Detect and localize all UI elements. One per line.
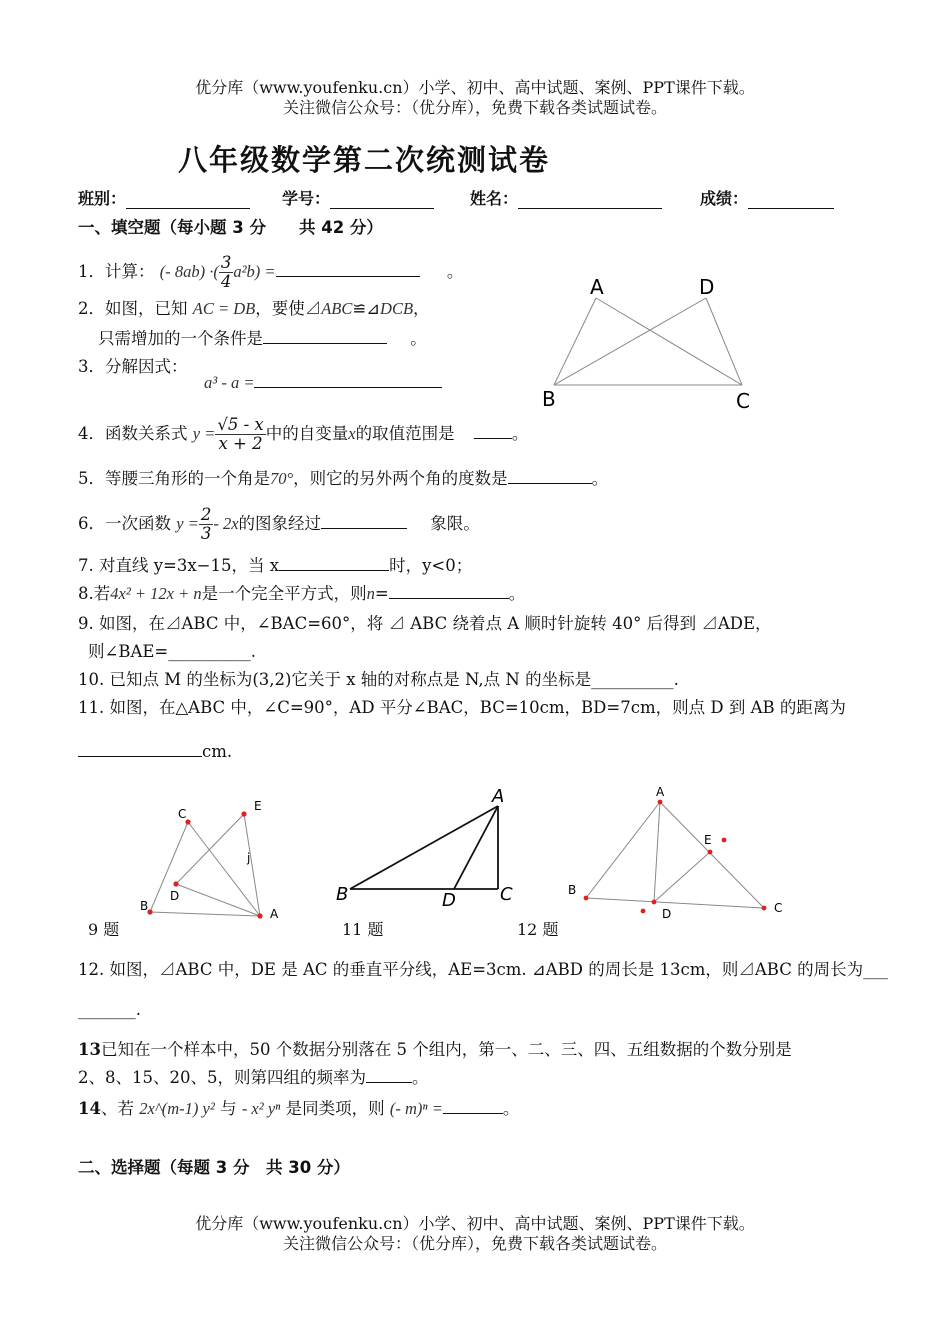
q2-answer-blank[interactable] — [263, 329, 387, 344]
q8-eq: = — [374, 584, 389, 603]
q2-figure — [530, 270, 770, 420]
id-blank[interactable] — [330, 192, 434, 209]
question-2-line-2 — [98, 328, 427, 350]
fig12-line-ac — [660, 802, 764, 908]
q4-frac-num: √5 - x — [217, 415, 264, 434]
score-field — [700, 186, 834, 209]
q11-answer-blank[interactable] — [78, 742, 202, 757]
q14-expr-1: 2x^(m-1) y² — [139, 1099, 215, 1118]
q6-y: y = — [176, 514, 199, 533]
q1-frac-num: 3 — [220, 253, 232, 272]
question-13-line-2 — [78, 1067, 429, 1089]
q2-fig-label-d: D — [699, 275, 715, 299]
q4-y: y = — [192, 424, 216, 443]
q14-expr-3: (- m)ⁿ = — [389, 1099, 443, 1118]
q6-mid: 的图象经过 — [238, 514, 322, 533]
fig12-label-e: E — [704, 833, 712, 847]
fig9-label-c: C — [178, 807, 187, 821]
name-blank[interactable] — [518, 192, 662, 209]
question-11: 11. 如图，在△ABC 中，∠C=90°，AD 平分∠BAC，BC=10cm，BD=7cm，则点 D 到 AB 的距离为 — [78, 698, 846, 717]
score-blank[interactable] — [748, 192, 834, 209]
fig12-point-d — [652, 900, 657, 905]
header-line-1: 优分库（www.youfenku.cn）小学、初中、高中试题、案例、PPT课件下载。 — [195, 78, 755, 97]
class-field — [78, 186, 250, 209]
q2-fig-label-a: A — [590, 275, 604, 299]
fig12-mark-1 — [722, 838, 727, 843]
q6-answer-blank[interactable] — [321, 514, 407, 529]
q5-end: 。 — [591, 469, 609, 488]
question-9: 9. 如图，在⊿ABC 中，∠BAC=60°，将 ⊿ ABC 绕着点 A 顺时针旋转 40° 后得到 ⊿ADE， — [78, 614, 772, 633]
fig9-label-a: A — [270, 907, 279, 921]
q6-frac-den: 3 — [200, 524, 212, 543]
q8-var: n — [366, 584, 375, 603]
fig12-point-a — [658, 800, 663, 805]
q1-fraction — [219, 254, 234, 291]
q14-with: 与 — [220, 1099, 237, 1118]
question-8 — [78, 583, 525, 605]
q14-prefix: 、若 — [100, 1099, 134, 1118]
fig9-point-d — [173, 881, 178, 886]
q6-frac-num: 2 — [200, 505, 212, 524]
fig9-label-mark: j — [247, 851, 251, 865]
question-11-line-2 — [78, 741, 232, 763]
question-4 — [78, 416, 528, 453]
fig12-point-b — [584, 896, 589, 901]
q4-fraction — [215, 416, 265, 453]
q2-line2: 只需增加的一个条件是 — [98, 329, 263, 348]
question-12: 12. 如图，⊿ABC 中，DE 是 AC 的垂直平分线，AE=3cm. ⊿ABD 的周长是 13cm，则⊿ABC 的周长为___ — [78, 960, 888, 979]
fig9-point-e — [241, 811, 246, 816]
q6-end: 象限。 — [430, 514, 480, 533]
q4-mid: 中的自变量 — [265, 424, 349, 443]
section-1-heading: 一、填空题（每小题 3 分 共 42 分） — [78, 218, 383, 237]
q2-fig-line-db — [554, 298, 706, 385]
q3-prefix: 3．分解因式： — [78, 357, 188, 376]
fig11-label-c: C — [500, 884, 513, 905]
question-3 — [78, 356, 188, 378]
fig11-label-b: B — [336, 884, 349, 905]
fig12-caption: 12 题 — [517, 920, 559, 939]
question-1 — [78, 254, 463, 291]
id-label: 学号： — [282, 189, 331, 208]
question-9-line-2: 则∠BAE=__________. — [88, 642, 256, 661]
q2-text-b: ，要使⊿ — [255, 299, 322, 318]
fig12-label-a: A — [656, 785, 665, 799]
fig12-point-e — [708, 850, 713, 855]
q1-expr-b: a²b) = — [233, 262, 276, 281]
fig9-point-a — [257, 913, 262, 918]
q6-fraction — [199, 506, 214, 543]
footer-line-1: 优分库（www.youfenku.cn）小学、初中、高中试题、案例、PPT课件下载。 — [195, 1214, 755, 1233]
name-label: 姓名： — [470, 189, 519, 208]
q13-line2: 2、8、15、20、5，则第四组的频率为 — [78, 1068, 366, 1087]
q7-text-a: 7. 对直线 y=3x−15，当 x — [78, 556, 280, 575]
question-12-line-2: _______. — [78, 1000, 141, 1019]
q5-text-b: ，则它的另外两个角的度数是 — [293, 469, 508, 488]
id-field — [282, 186, 434, 209]
question-14 — [78, 1098, 519, 1120]
q14-answer-blank[interactable] — [443, 1099, 503, 1114]
fig12-line-bc — [586, 898, 764, 908]
q1-prefix: 1．计算： — [78, 262, 155, 281]
fig11-label-a: A — [492, 786, 505, 807]
question-3-expr — [204, 372, 442, 394]
fig9-line-ed — [176, 814, 244, 884]
name-field — [470, 186, 662, 209]
class-blank[interactable] — [126, 192, 250, 209]
q13-end: 。 — [412, 1068, 429, 1087]
fig11-label-d: D — [442, 890, 456, 911]
q3-answer-blank[interactable] — [254, 373, 442, 388]
q2-fig-line-ac — [596, 298, 742, 385]
fig12-label-d: D — [662, 907, 672, 920]
q1-suffix: 。 — [446, 262, 464, 281]
footer-line-2: 关注微信公众号：（优分库），免费下载各类试题试卷。 — [282, 1234, 667, 1253]
q13-line1: 已知在一个样本中，50 个数据分别落在 5 个组内，第一、二、三、四、五组数据的个数分别是 — [100, 1040, 792, 1059]
q4-answer-blank[interactable] — [474, 424, 512, 439]
q2-text-a: 2．如图，已知 — [78, 299, 188, 318]
fig9-label-d: D — [170, 889, 180, 903]
fig11 — [330, 782, 530, 912]
fig9-label-b: B — [140, 899, 149, 913]
fig9-label-e: E — [254, 799, 262, 813]
page-title: 八年级数学第二次统测试卷 — [178, 143, 551, 177]
q4-prefix: 4．函数关系式 — [78, 424, 188, 443]
question-10: 10. 已知点 M 的坐标为(3,2)它关于 x 轴的对称点是 N,点 N 的坐标是__________. — [78, 670, 679, 689]
fig12-point-c — [762, 906, 767, 911]
fig11-caption: 11 题 — [342, 920, 384, 939]
q6-prefix: 6．一次函数 — [78, 514, 171, 533]
q14-expr-2: - x² yⁿ — [241, 1099, 281, 1118]
fig9-caption: 9 题 — [88, 920, 120, 939]
q2-end: 。 — [410, 329, 427, 348]
q8-end: 。 — [508, 584, 526, 603]
question-2 — [78, 298, 430, 320]
score-label: 成绩： — [700, 189, 749, 208]
q7-text-b: 时，y<0； — [389, 556, 473, 575]
question-13 — [78, 1039, 792, 1061]
q2-fig-label-b: B — [542, 387, 556, 411]
q14-end: 。 — [502, 1099, 520, 1118]
q2-math-1: AC = DB — [192, 299, 256, 318]
fig9 — [130, 790, 290, 930]
q8-mid: 是一个完全平方式，则 — [201, 584, 367, 603]
q8-expr: 4x² + 12x + n — [110, 584, 202, 603]
q5-answer-blank[interactable] — [508, 469, 592, 484]
q6-rest: - 2x — [213, 514, 239, 533]
q5-text-a: 5．等腰三角形的一个角是 — [78, 469, 270, 488]
fig12-label-b: B — [568, 883, 577, 897]
q2-text-c: ≌⊿ — [352, 299, 381, 318]
fig9-line-ba — [150, 912, 260, 916]
section-2-heading: 二、选择题（每题 3 分 共 30 分） — [78, 1158, 350, 1177]
class-label: 班别： — [78, 189, 127, 208]
fig12-line-ed — [654, 852, 710, 902]
q5-angle: 70° — [270, 469, 294, 488]
question-7 — [78, 555, 472, 577]
fig9-line-cb — [150, 822, 188, 912]
q7-answer-blank[interactable] — [279, 556, 389, 571]
q3-expr: a³ - a = — [204, 373, 255, 392]
q13-answer-blank[interactable] — [366, 1068, 412, 1083]
q4-var: x — [348, 424, 356, 443]
q4-frac-den: x + 2 — [218, 434, 263, 453]
fig12-line-ad — [654, 802, 660, 902]
q4-rest: 的取值范围是 — [355, 424, 455, 443]
q4-end: 。 — [511, 424, 529, 443]
q11-end: cm. — [202, 742, 233, 761]
fig12-mark-2 — [641, 909, 646, 914]
question-5 — [78, 468, 608, 490]
q2-fig-line-ab — [554, 298, 596, 385]
q2-text-d: ， — [413, 299, 430, 318]
q2-fig-label-c: C — [736, 389, 750, 413]
q1-frac-den: 4 — [220, 272, 232, 291]
q8-answer-blank[interactable] — [389, 584, 509, 599]
q14-number: 14 — [78, 1099, 101, 1118]
q14-mid: 是同类项，则 — [285, 1099, 385, 1118]
q2-fig-line-dc — [706, 298, 742, 385]
q13-number: 13 — [78, 1040, 101, 1059]
fig12-line-ab — [586, 802, 660, 898]
q1-expr-a: (- 8ab) ·( — [159, 262, 219, 281]
question-6 — [78, 506, 480, 543]
fig9-line-ea — [244, 814, 260, 916]
q2-math-2: ABC — [321, 299, 353, 318]
fig12 — [560, 780, 800, 920]
q8-prefix: 8.若 — [78, 584, 111, 603]
q2-math-3: DCB — [380, 299, 414, 318]
header-line-2: 关注微信公众号：（优分库），免费下载各类试题试卷。 — [282, 98, 667, 117]
fig12-label-c: C — [774, 901, 783, 915]
q1-answer-blank[interactable] — [276, 262, 420, 277]
